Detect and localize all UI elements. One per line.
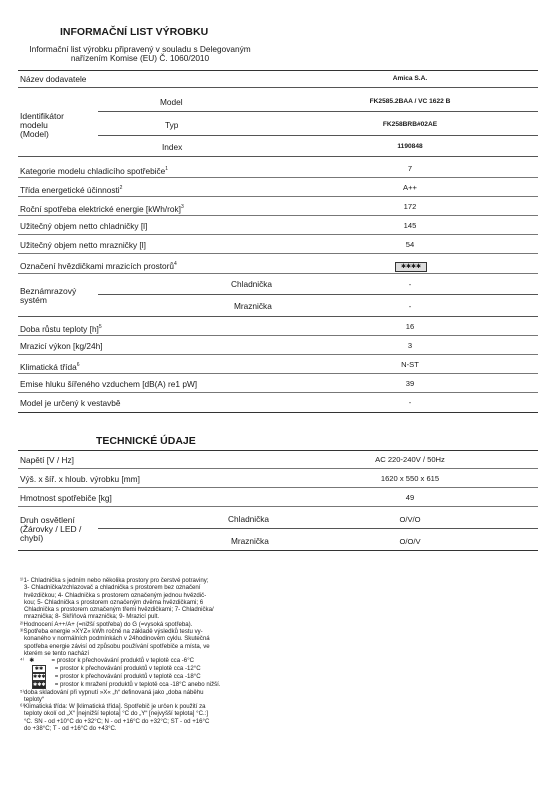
frost-free-fridge-value: - bbox=[408, 280, 412, 289]
annual-energy-value: 172 bbox=[403, 202, 417, 211]
energy-class-value: A++ bbox=[403, 183, 417, 192]
type-value: FK258BRB#02AE bbox=[382, 121, 438, 128]
page-title: INFORMAČNÍ LIST VÝROBKU bbox=[60, 26, 209, 38]
climate-class-value: N-ST bbox=[401, 360, 419, 369]
annual-energy-label: Roční spotřeba elektrické energie $[kWh/rok]^3$ bbox=[20, 203, 184, 214]
lighting-fridge-value: O/V/O bbox=[399, 515, 421, 524]
lighting-label: Druh osvětlení (Žárovky / LED / chybí) bbox=[20, 515, 82, 543]
freezer-volume-label: Užitečný objem netto mrazničky [l] bbox=[20, 240, 146, 250]
freezing-capacity-value: 3 bbox=[407, 341, 413, 350]
footnote-2: ²⁾Hodnocení A++/A+ (=nižší spotřeba) do G (=vysoká spotřeba). bbox=[20, 620, 193, 628]
climate-class-label: Klimatická třída$^6$ bbox=[20, 361, 80, 372]
voltage-label: Napětí [V / Hz] bbox=[20, 455, 74, 465]
three-star-icon: ✱✱✱ bbox=[33, 673, 46, 680]
built-in-label: Model je určený k vestavbě bbox=[20, 398, 121, 408]
type-label: Typ bbox=[165, 120, 179, 130]
frost-free-fridge-label: Chladnička bbox=[231, 279, 273, 289]
fridge-volume-value: 145 bbox=[403, 221, 417, 230]
two-star-icon: ✱✱ bbox=[32, 665, 46, 673]
tech-section-title: TECHNICKÉ ÚDAJE bbox=[96, 435, 196, 447]
energy-class-label: Třída energetické účinnosti$^2$ bbox=[20, 184, 123, 195]
category-label: Kategorie modelu chladicího spotřebiče$^1$ bbox=[20, 165, 169, 176]
dimensions-label: Výš. x šíř. x hloub. výrobku [mm] bbox=[20, 474, 140, 484]
temp-rise-label: Doba růstu teploty $[h]^5$ bbox=[20, 323, 102, 334]
footnotes bbox=[20, 577, 280, 732]
weight-label: Hmotnost spotřebiče [kg] bbox=[20, 493, 112, 503]
dimensions-value: 1620 x 550 x 615 bbox=[380, 474, 440, 483]
lighting-freezer-value: O/O/V bbox=[399, 537, 421, 546]
built-in-value: - bbox=[408, 398, 412, 407]
footnote-3: ³⁾Spotřeba energie »XYZ« kWh ročně na základě výsledků testu vy- konaného v normálních podmínkách v 24hodinovém cyklu. Skutečná spotřeba energie závisí od způsobu používání spotřebiče a místa, ve kterém se tento nachází bbox=[20, 628, 210, 657]
four-star-icon: ✱✱✱✱ bbox=[395, 258, 427, 276]
one-star-icon: ✱ bbox=[29, 657, 35, 665]
temp-rise-value: 16 bbox=[405, 322, 415, 331]
lighting-fridge-label: Chladnička bbox=[228, 514, 270, 524]
footnote-6: ⁶⁾Klimatická třída: W [klimatická třída]. Spotřebič je určen k použití za teploty okolí od „X“ [nejnižší teplota] °C do „Y“ [nejvyšší teplota] °C.:] °C. SN - od +10°C do +32°C; N - od +16°C do +32°C; ST - od +16°C do +38°C; T - od +16°C do +43°C. bbox=[20, 703, 210, 733]
footnote-1: ¹⁾1- Chladnička s jedním nebo několika prostory pro čerstvé potraviny; 3- Chladnička/zchlazovač a chladnička s prostorem bez označení hvězdičkou; 4- Chladnička s prostorem označeným jednou hvězdič- kou; 5- Chladnička s prostorem označeným dvěma hvězdičkami; 6 Chladnička s prostorem označeným třemi hvězdičkami; 7- Chladnička/ mraznička; 8- Skříňová mraznička; 9- Mrazicí pult. bbox=[20, 577, 214, 621]
model-label: Model bbox=[160, 97, 183, 107]
noise-label: Emise hluku šířeného vzduchem [dB(A) re1 pW] bbox=[20, 379, 198, 389]
index-label: Index bbox=[162, 142, 183, 152]
fridge-volume-label: Užitečný objem netto chladničky [l] bbox=[20, 221, 148, 231]
supplier-value: Amica S.A. bbox=[392, 75, 428, 82]
freezing-capacity-label: Mrazicí výkon [kg/24h] bbox=[20, 341, 103, 351]
footnote-4: ⁴⁾ ✱ = prostor k přechovávání produktů v teplotě cca -6°C ✱✱ = prostor k přechovávání produktů v teplotě cca -12°C ✱✱✱ = prostor k přechovávání produktů v teplotě cca -18°C ✱✱✱✱ = prostor k mražení produktů v teplotě cca -18°C anebo nižší. bbox=[20, 657, 221, 689]
frost-free-label: Beznámrazový systém bbox=[20, 286, 77, 305]
voltage-value: AC 220-240V / 50Hz bbox=[375, 455, 445, 464]
weight-value: 49 bbox=[405, 493, 415, 502]
page-subtitle: Informační list výrobku připravený v souladu s Delegovaným nařízením Komise (EU) Č. 1060/2010 bbox=[29, 44, 251, 63]
freezer-volume-value: 54 bbox=[405, 240, 415, 249]
supplier-label: Název dodavatele bbox=[20, 74, 87, 84]
divider bbox=[18, 70, 538, 71]
frost-free-freezer-value: - bbox=[408, 302, 412, 311]
model-value: FK2585.2BAA / VC 1622 B bbox=[369, 98, 451, 105]
lighting-freezer-label: Mraznička bbox=[231, 536, 269, 546]
footnote-5: ⁵⁾doba skladování při vypnutí »X« „h“ definovaná jako „doba náběhu teploty“ bbox=[20, 688, 204, 703]
index-value: 1190848 bbox=[397, 143, 423, 150]
category-value: 7 bbox=[407, 164, 413, 173]
frost-free-freezer-label: Mraznička bbox=[234, 301, 272, 311]
model-identifier-label: Identifikátor modelu (Model) bbox=[20, 111, 64, 139]
four-star-icon: ✱✱✱✱ bbox=[33, 681, 50, 688]
noise-value: 39 bbox=[405, 379, 415, 388]
star-rating-label: Označení hvězdičkami mrazicích prostorů$^4$ bbox=[20, 260, 177, 271]
